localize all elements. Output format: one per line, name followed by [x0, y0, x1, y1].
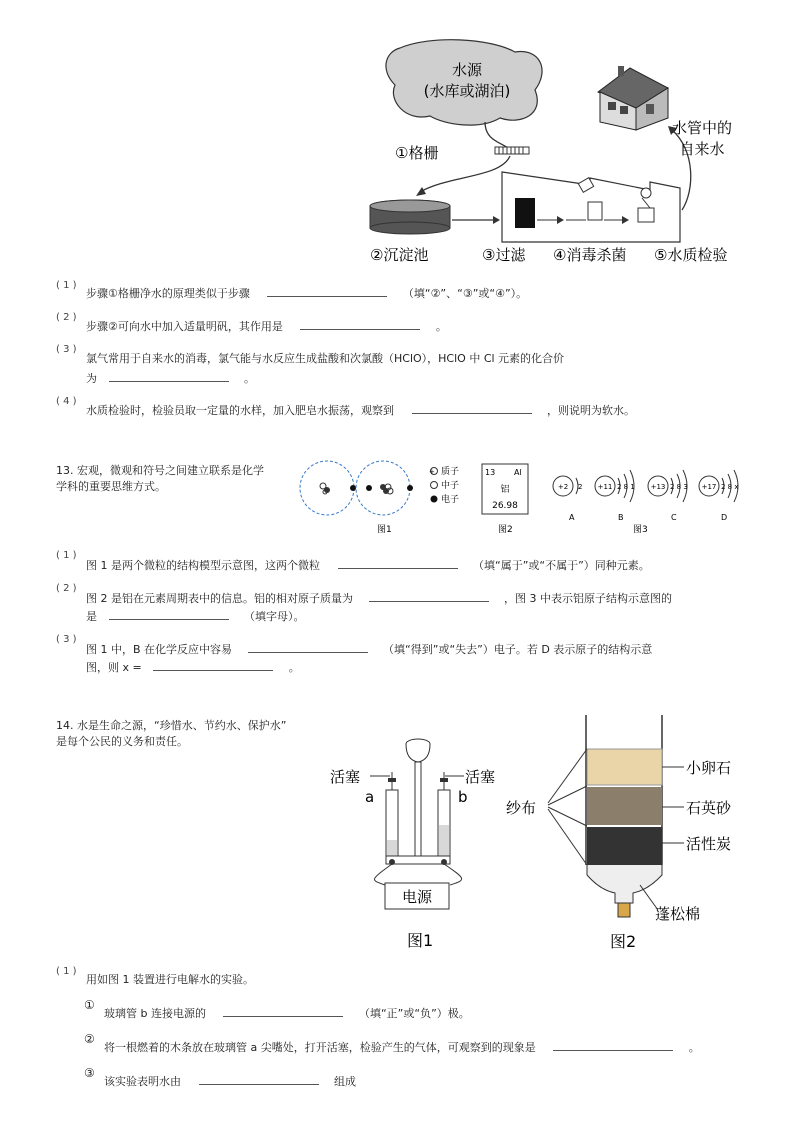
q12-1-post: （填“②”、“③”或“④”）。 — [402, 287, 528, 300]
q13-3-number: ( 3 ) — [56, 634, 77, 645]
svg-text:D: D — [721, 513, 728, 522]
q12-3-number: ( 3 ) — [56, 344, 77, 355]
q14-sub2-text — [104, 1039, 700, 1055]
svg-text:2 8 1: 2 8 1 — [617, 483, 635, 491]
q13-1-pre: 图 1 是两个微粒的结构模型示意图，这两个微粒 — [86, 559, 320, 572]
element-name: 铝 — [500, 485, 510, 495]
q12-3-post: 。 — [244, 372, 255, 385]
fig2-label: 图2 — [498, 525, 513, 535]
q13-2-line1-pre: 图 2 是铝在元素周期表中的信息。铝的相对原子质量为 — [86, 592, 353, 605]
atom-structure-A — [553, 476, 582, 522]
q13-2-number: ( 2 ) — [56, 583, 77, 594]
carbon-label: 活性炭 — [686, 835, 732, 853]
q14-sub2-answer-blank[interactable] — [553, 1040, 673, 1051]
q13-header-line2: 学科的重要思维方式。 — [56, 480, 166, 493]
q14-header-line1: 14. 水是生命之源，“珍惜水、节约水、保护水” — [56, 719, 287, 732]
q13-3-line1-post: （填“得到”或“失去”）电子。若 D 表示原子的结构示意 — [383, 643, 653, 656]
water-filter-apparatus — [500, 715, 760, 955]
fig3-label: 图3 — [633, 525, 648, 535]
gauze-label: 纱布 — [506, 799, 537, 817]
q12-3-line1: 氯气常用于自来水的消毒，氯气能与水反应生成盐酸和次氯酸（HClO），HClO 中 Cl 元素的化合价 — [86, 352, 565, 365]
legend-neutron: 中子 — [441, 481, 460, 491]
house-icon — [598, 66, 668, 130]
fig1-label: 图1 — [377, 525, 392, 535]
grid-grating — [495, 147, 529, 154]
q13-3-x-blank[interactable] — [153, 660, 273, 671]
q13-3-pre: 图，则 x = — [86, 661, 142, 674]
q13-2-line1-post: ，图 3 中表示铝原子结构示意图的 — [504, 592, 672, 605]
q14-sub1-mark: ① — [84, 998, 95, 1012]
q13-2-line1 — [86, 590, 672, 606]
legend-proton: 质子 — [441, 467, 460, 477]
svg-text:A: A — [569, 513, 575, 522]
svg-text:+: + — [429, 468, 435, 476]
pebbles-label: 小卵石 — [686, 759, 732, 777]
q13-1-post: （填“属于”或“不属于”）同种元素。 — [473, 559, 650, 572]
svg-text:2 8 3: 2 8 3 — [670, 483, 688, 491]
svg-text:+17: +17 — [701, 483, 717, 491]
q13-2-mass-blank[interactable] — [369, 591, 489, 602]
q12-2-pre: 步骤②可向水中加入适量明矾，其作用是 — [86, 320, 283, 333]
stopcock-right-label: 活塞 — [465, 768, 496, 786]
q12-4-post: ，则说明为软水。 — [547, 404, 635, 417]
power-label: 电源 — [401, 888, 433, 906]
q14-sub1-text — [104, 1005, 470, 1021]
svg-text:+2: +2 — [557, 483, 569, 491]
quartz-label: 石英砂 — [686, 799, 732, 817]
svg-text:C: C — [671, 513, 677, 522]
q12-2-answer-blank[interactable] — [300, 319, 420, 330]
q12-1-number: ( 1 ) — [56, 280, 77, 291]
element-mass: 26.98 — [492, 501, 518, 511]
atom-structure-D — [699, 470, 739, 522]
q13-2-letter-blank[interactable] — [109, 609, 229, 620]
layer-activated-carbon — [587, 827, 662, 867]
sedimentation-tank — [370, 200, 450, 212]
q14-sub3-mark: ③ — [84, 1066, 95, 1080]
stopcock-left-label: 活塞 — [330, 768, 361, 786]
legend-electron: 电子 — [441, 495, 460, 505]
q13-2-post: （填字母）。 — [244, 610, 305, 623]
q13-header — [56, 463, 264, 495]
source-line2: (水库或湖泊) — [423, 82, 511, 100]
svg-text:B: B — [618, 513, 624, 522]
q14-sub3-pre: 该实验表明水由 — [104, 1075, 181, 1088]
q14-1-text: 用如图 1 装置进行电解水的实验。 — [86, 973, 254, 986]
q12-4-text — [86, 402, 635, 418]
source-line1: 水源 — [451, 61, 483, 79]
layer-pebbles — [587, 749, 662, 785]
step2-label: ②沉淀池 — [370, 246, 429, 264]
q13-3-line2 — [86, 659, 300, 675]
q13-1-answer-blank[interactable] — [338, 558, 458, 569]
q12-4-pre: 水质检验时，检验员取一定量的水样，加入肥皂水振荡，观察到 — [86, 404, 394, 417]
q12-4-answer-blank[interactable] — [412, 403, 532, 414]
element-number: 13 — [485, 468, 496, 477]
q13-3-post: 。 — [288, 661, 300, 674]
q12-1-answer-blank[interactable] — [267, 286, 387, 297]
water-treatment-diagram — [350, 30, 770, 270]
q12-3-line2 — [86, 370, 255, 386]
svg-text:+11: +11 — [597, 483, 613, 491]
q14-sub3-post: 组成 — [334, 1075, 356, 1088]
q14-sub3-answer-blank[interactable] — [199, 1074, 319, 1085]
atom-structure-B — [595, 470, 635, 522]
q13-figures — [295, 458, 755, 538]
q14-sub2-post: 。 — [688, 1041, 700, 1054]
fig2-caption: 图2 — [610, 932, 637, 951]
q14-header — [56, 718, 286, 750]
outlet-tube — [618, 903, 630, 917]
tube-a-label: a — [365, 788, 375, 806]
step4-label: ④消毒杀菌 — [553, 246, 627, 264]
q14-sub1-pre: 玻璃管 b 连接电源的 — [104, 1007, 206, 1020]
q14-sub2-mark: ② — [84, 1032, 95, 1046]
q13-3-electron-blank[interactable] — [248, 642, 368, 653]
atom-structure-C — [648, 470, 688, 522]
q12-1-text — [86, 285, 527, 301]
house-line2: 自来水 — [679, 140, 725, 158]
electrolysis-apparatus — [330, 730, 510, 955]
q13-1-text — [86, 557, 650, 573]
house-line1: 水管中的 — [671, 119, 733, 137]
q12-4-number: ( 4 ) — [56, 396, 77, 407]
q13-2-line2 — [86, 608, 305, 624]
fig1-caption: 图1 — [407, 931, 434, 950]
q14-sub1-post: （填“正”或“负”）极。 — [358, 1007, 470, 1020]
layer-quartz-sand — [587, 787, 662, 825]
q12-1-pre: 步骤①格栅净水的原理类似于步骤 — [86, 287, 250, 300]
q13-3-line1 — [86, 641, 652, 657]
q12-2-text — [86, 318, 447, 334]
svg-text:2: 2 — [578, 483, 583, 491]
q13-2-pre: 是 — [86, 610, 97, 623]
grid-label: ①格栅 — [395, 144, 439, 162]
svg-text:+13: +13 — [650, 483, 666, 491]
q12-3-answer-blank[interactable] — [109, 371, 229, 382]
q14-header-line2: 是每个公民的义务和责任。 — [56, 735, 188, 748]
element-symbol: Al — [514, 468, 522, 477]
q13-3-line1-pre: 图 1 中，B 在化学反应中容易 — [86, 643, 233, 656]
q14-sub1-answer-blank[interactable] — [223, 1006, 343, 1017]
svg-text:2 8 x: 2 8 x — [721, 483, 739, 491]
q14-1-number: ( 1 ) — [56, 966, 77, 977]
q12-2-number: ( 2 ) — [56, 312, 77, 323]
step3-label: ③过滤 — [482, 246, 526, 264]
q12-3-pre: 为 — [86, 372, 97, 385]
filter-block — [515, 198, 535, 228]
q13-header-line1: 13. 宏观，微观和符号之间建立联系是化学 — [56, 464, 264, 477]
q13-1-number: ( 1 ) — [56, 550, 77, 561]
tube-b-label: b — [458, 788, 468, 806]
step5-label: ⑤水质检验 — [654, 246, 728, 264]
q14-sub2-pre: 将一根燃着的木条放在玻璃管 a 尖嘴处，打开活塞，检验产生的气体，可观察到的现象是 — [104, 1041, 536, 1054]
q12-2-post: 。 — [435, 320, 447, 333]
q14-sub3-text — [104, 1073, 356, 1089]
cotton-label: 蓬松棉 — [655, 905, 701, 923]
